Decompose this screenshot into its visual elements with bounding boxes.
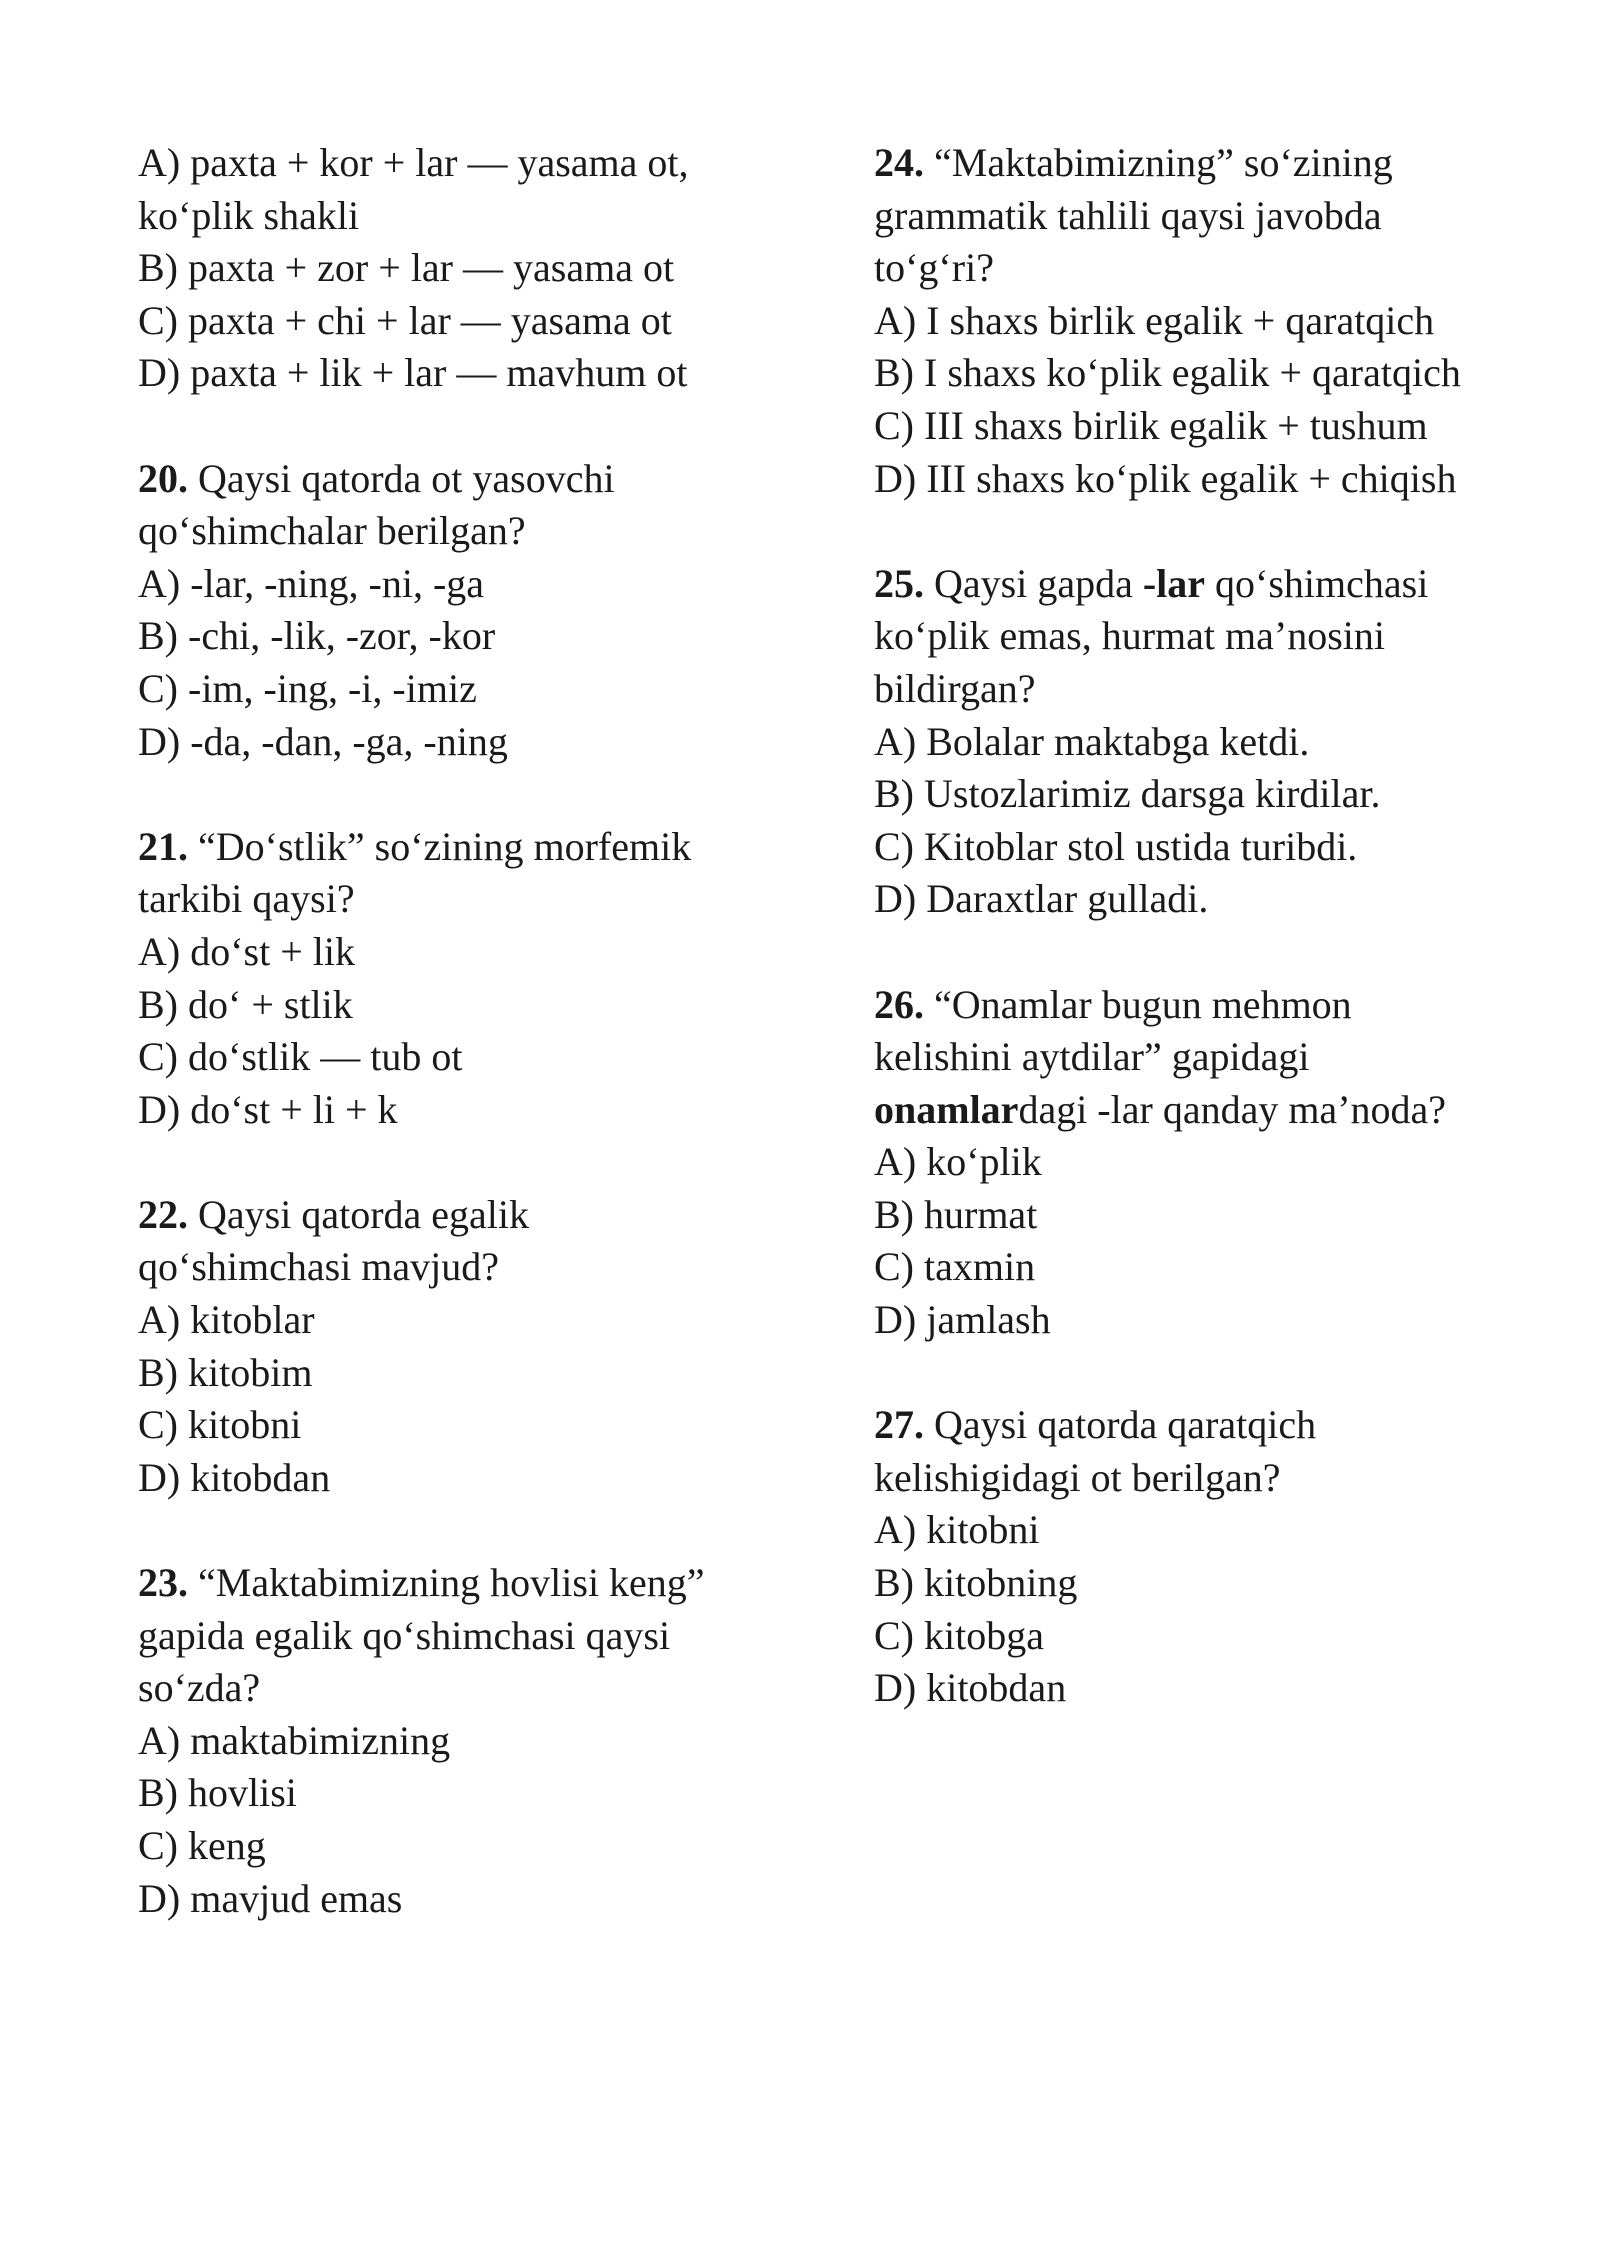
option-d: D) do‘st + li + k (138, 1086, 398, 1132)
option-b: B) kitobim (138, 1349, 313, 1395)
option-b: B) hurmat (874, 1191, 1038, 1237)
highlighted-suffix: -lar (1142, 560, 1206, 606)
option-d: D) paxta + lik + lar — mavhum ot (138, 350, 688, 396)
option-d: D) jamlash (874, 1297, 1051, 1343)
question-21 (138, 821, 728, 1137)
right-column (874, 137, 1474, 1715)
question-number: 27. (874, 1402, 924, 1448)
question-26 (874, 979, 1474, 1347)
question-number: 23. (138, 1560, 188, 1606)
option-d: D) Daraxtlar gulladi. (874, 876, 1209, 922)
option-b: B) kitobning (874, 1560, 1078, 1606)
option-b: B) do‘ + stlik (138, 981, 353, 1027)
question-23 (138, 1557, 728, 1925)
question-25 (874, 558, 1474, 926)
question-text: “Do‘stlik” so‘zining morfemik tarkibi qaysi? (138, 823, 692, 922)
question-text-continued: qo‘shimchasi ko‘plik emas, hurmat ma’nosini bildirgan? (874, 560, 1429, 711)
option-a: A) do‘st + lik (138, 928, 355, 974)
option-d: D) III shaxs ko‘plik egalik + chiqish (874, 455, 1457, 501)
option-b: B) hovlisi (138, 1770, 297, 1816)
option-d: D) kitobdan (874, 1665, 1067, 1711)
option-d: D) -da, -dan, -ga, -ning (138, 718, 508, 764)
question-19-options (138, 137, 728, 400)
option-d: D) kitobdan (138, 1454, 331, 1500)
option-a: A) kitobni (874, 1507, 1040, 1553)
highlighted-word: onamlar (874, 1086, 1019, 1132)
option-a: A) kitoblar (138, 1297, 315, 1343)
option-b: B) paxta + zor + lar — yasama ot (138, 245, 675, 291)
option-c: C) Kitoblar stol ustida turibdi. (874, 823, 1358, 869)
option-a: A) -lar, -ning, -ni, -ga (138, 560, 485, 606)
option-c: C) taxmin (874, 1244, 1036, 1290)
question-text: Qaysi qatorda egalik qo‘shimchasi mavjud? (138, 1191, 529, 1290)
option-b: B) I shaxs ko‘plik egalik + qaratqich (874, 350, 1461, 396)
option-c: C) keng (138, 1823, 266, 1868)
option-c: C) kitobni (138, 1402, 302, 1448)
option-b: B) -chi, -lik, -zor, -kor (138, 613, 496, 659)
question-number: 26. (874, 981, 924, 1027)
option-a: A) I shaxs birlik egalik + qaratqich (874, 297, 1435, 343)
question-number: 24. (874, 140, 924, 185)
question-stem (874, 1399, 1474, 1504)
question-text: Qaysi gapda (934, 560, 1133, 606)
question-22 (138, 1189, 728, 1505)
question-number: 21. (138, 823, 188, 869)
option-a: A) maktabimizning (138, 1717, 451, 1763)
option-d: D) mavjud emas (138, 1875, 403, 1921)
question-stem (138, 1557, 728, 1715)
question-number: 25. (874, 560, 924, 606)
option-c: C) kitobga (874, 1612, 1044, 1658)
option-b: B) Ustozlarimiz darsga kirdilar. (874, 771, 1381, 817)
option-a: A) Bolalar maktabga ketdi. (874, 718, 1310, 764)
question-stem (874, 137, 1474, 295)
question-stem (874, 558, 1474, 716)
question-stem (138, 1189, 728, 1294)
option-a: A) ko‘plik (874, 1139, 1042, 1185)
question-text: “Onamlar bugun mehmon kelishini aytdilar” gapidagi (874, 981, 1352, 1080)
question-text-continued: dagi -lar qanday ma’noda? (1018, 1086, 1447, 1132)
option-c: C) III shaxs birlik egalik + tushum (874, 402, 1428, 448)
question-stem (874, 979, 1474, 1137)
option-c: C) paxta + chi + lar — yasama ot (138, 297, 672, 343)
question-24 (874, 137, 1474, 505)
question-number: 22. (138, 1191, 188, 1237)
option-c: C) do‘stlik — tub ot (138, 1034, 463, 1080)
question-text: “Maktabimizning” so‘zining grammatik tahlili qaysi javobda to‘g‘ri? (874, 140, 1393, 291)
question-text: “Maktabimizning hovlisi keng” gapida egalik qo‘shimchasi qaysi so‘zda? (138, 1560, 705, 1711)
question-stem (138, 821, 728, 926)
question-text: Qaysi qatorda ot yasovchi qo‘shimchalar berilgan? (138, 455, 615, 554)
option-a: A) paxta + kor + lar — yasama ot, ko‘plik shakli (138, 140, 689, 238)
left-column (138, 137, 728, 1925)
question-stem (138, 453, 728, 558)
question-text: Qaysi qatorda qaratqich kelishigidagi ot berilgan? (874, 1402, 1317, 1500)
option-c: C) -im, -ing, -i, -imiz (138, 665, 477, 711)
question-20 (138, 453, 728, 769)
question-number: 20. (138, 455, 188, 501)
question-27 (874, 1399, 1474, 1715)
